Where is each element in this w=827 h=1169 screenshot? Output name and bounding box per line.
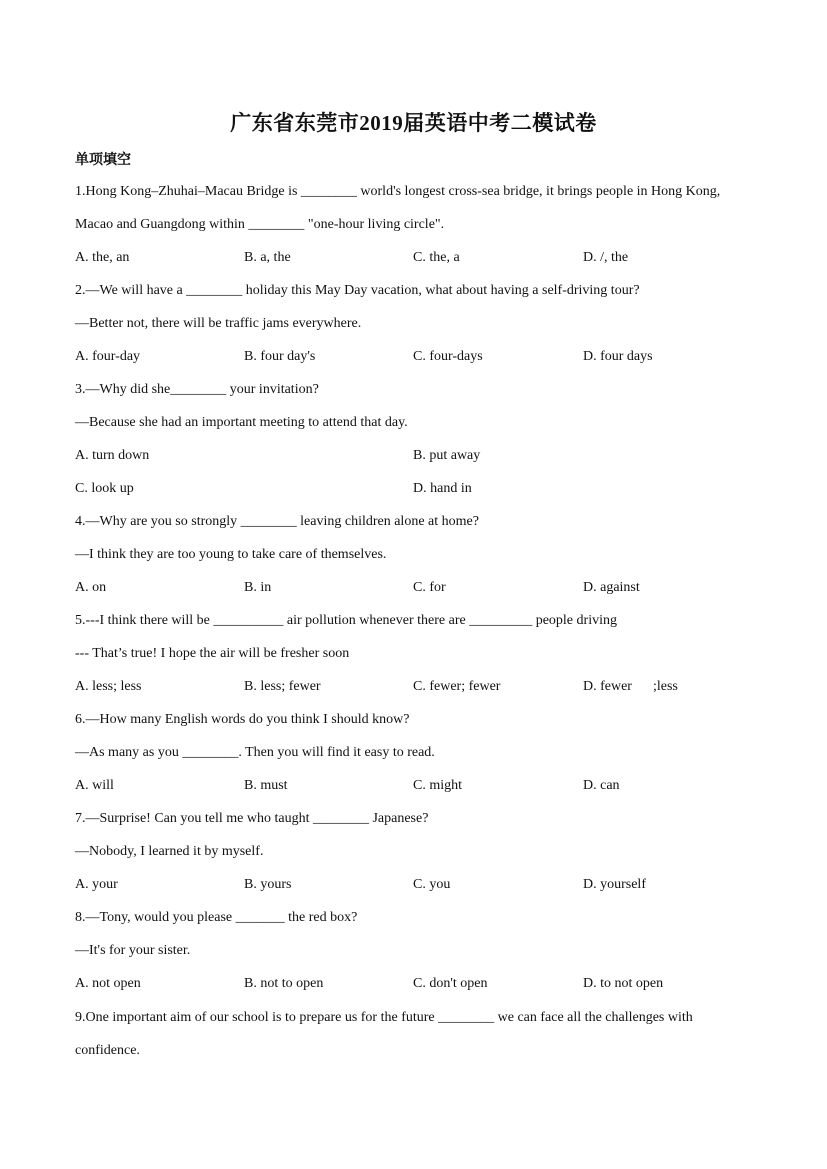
question-7-option-b: B. yours xyxy=(244,877,292,892)
question-6-option-c: C. might xyxy=(413,778,463,793)
question-6-option-d: D. can xyxy=(583,778,620,793)
question-7-option-d: D. yourself xyxy=(583,877,646,892)
question-4-option-b: B. in xyxy=(244,580,272,595)
question-1-option-a: A. the, an xyxy=(75,250,130,265)
question-8-option-d: D. to not open xyxy=(583,976,664,991)
question-1-line-2: Macao and Guangdong within ________ "one-hour living circle". xyxy=(75,217,445,232)
question-7-line-1: 7.—Surprise! Can you tell me who taught ________ Japanese? xyxy=(75,811,429,826)
question-2-option-d: D. four days xyxy=(583,349,653,364)
question-5-option-b: B. less; fewer xyxy=(244,679,321,694)
question-4-line-1: 4.—Why are you so strongly ________ leaving children alone at home? xyxy=(75,514,479,529)
question-3-line-1: 3.—Why did she________ your invitation? xyxy=(75,382,319,397)
question-1-option-c: C. the, a xyxy=(413,250,460,265)
question-5-option-c: C. fewer; fewer xyxy=(413,679,501,694)
question-4-line-2: —I think they are too young to take care of themselves. xyxy=(75,547,387,562)
question-9-line-1: 9.One important aim of our school is to prepare us for the future ________ we can face all the challenges with xyxy=(75,1010,693,1025)
question-1-option-d: D. /, the xyxy=(583,250,629,265)
question-4-option-a: A. on xyxy=(75,580,107,595)
question-2-option-a: A. four-day xyxy=(75,349,141,364)
question-9-line-2: confidence. xyxy=(75,1043,140,1058)
question-8-option-a: A. not open xyxy=(75,976,141,991)
question-2-line-1: 2.—We will have a ________ holiday this May Day vacation, what about having a self-driving tour? xyxy=(75,283,640,298)
question-5-option-d: D. fewer ;less xyxy=(583,679,678,694)
question-5-option-a: A. less; less xyxy=(75,679,142,694)
question-6-option-b: B. must xyxy=(244,778,288,793)
question-3-option-d: D. hand in xyxy=(413,481,472,496)
question-5-line-2: --- That’s true! I hope the air will be fresher soon xyxy=(75,646,350,661)
question-2-line-2: —Better not, there will be traffic jams everywhere. xyxy=(75,316,362,331)
question-3-option-c: C. look up xyxy=(75,481,134,496)
question-6-line-2: —As many as you ________. Then you will find it easy to read. xyxy=(75,745,435,760)
question-8-option-b: B. not to open xyxy=(244,976,324,991)
question-6-line-1: 6.—How many English words do you think I should know? xyxy=(75,712,410,727)
question-1-line-1: 1.Hong Kong–Zhuhai–Macau Bridge is ________ world's longest cross-sea bridge, it brings people in Hong Kong, xyxy=(75,184,721,199)
question-1-option-b: B. a, the xyxy=(244,250,291,265)
question-2-option-b: B. four day's xyxy=(244,349,316,364)
section-heading: 单项填空 xyxy=(75,152,131,168)
question-5-line-1: 5.---I think there will be __________ air pollution whenever there are _________ people driving xyxy=(75,613,617,628)
question-7-option-c: C. you xyxy=(413,877,451,892)
question-8-line-1: 8.—Tony, would you please _______ the red box? xyxy=(75,910,358,925)
question-3-line-2: —Because she had an important meeting to attend that day. xyxy=(75,415,408,430)
question-7-option-a: A. your xyxy=(75,877,118,892)
question-4-option-d: D. against xyxy=(583,580,640,595)
question-2-option-c: C. four-days xyxy=(413,349,483,364)
question-3-option-a: A. turn down xyxy=(75,448,150,463)
page-title: 广东省东莞市2019届英语中考二模试卷 xyxy=(230,111,597,135)
question-7-line-2: —Nobody, I learned it by myself. xyxy=(75,844,264,859)
question-3-option-b: B. put away xyxy=(413,448,481,463)
question-8-line-2: —It's for your sister. xyxy=(75,943,191,958)
question-6-option-a: A. will xyxy=(75,778,114,793)
question-4-option-c: C. for xyxy=(413,580,446,595)
question-8-option-c: C. don't open xyxy=(413,976,488,991)
